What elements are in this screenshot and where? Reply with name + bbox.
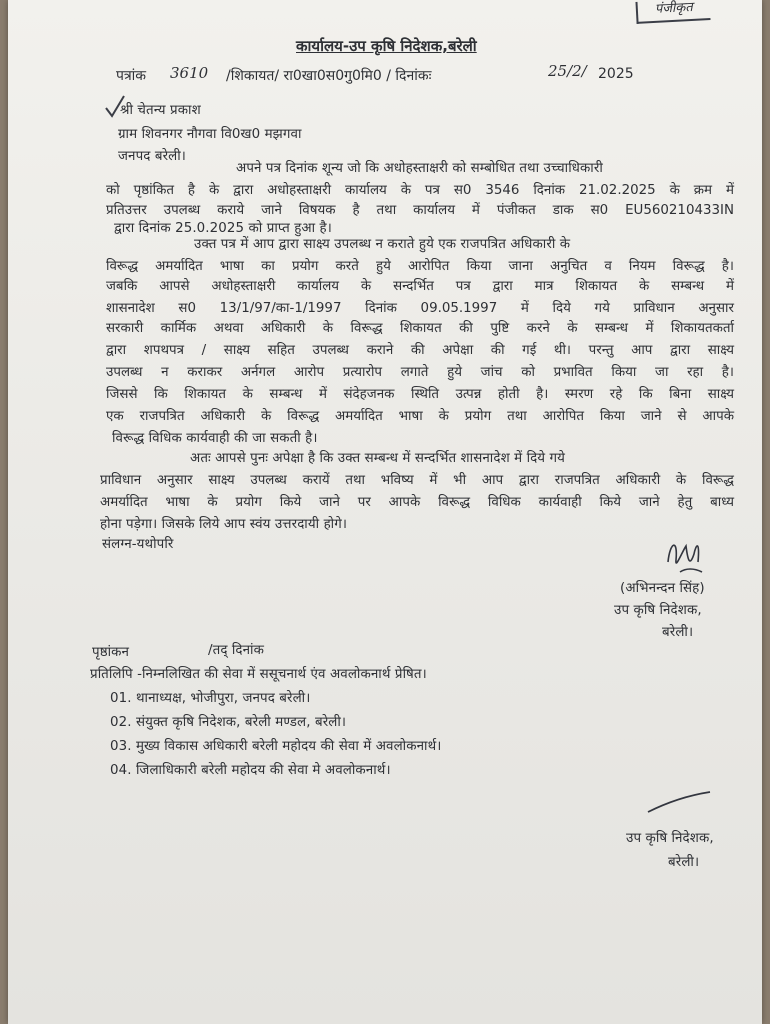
letter-page [8, 0, 762, 1024]
endorsement-label: पृष्ठांकन [92, 645, 130, 660]
para1-line1: अपने पत्र दिनांक शून्य जो कि अधोहस्ताक्षरी को सम्बोधित तथा उच्चाधिकारी [236, 161, 603, 176]
office-title: कार्यालय-उप कृषि निदेशक,बरेली [296, 37, 477, 55]
addressee-district: जनपद बरेली। [118, 149, 186, 164]
signatory-name: (अभिनन्दन सिंह) [620, 581, 705, 596]
signatory2-place: बरेली। [668, 855, 700, 870]
reference-prefix: पत्रांक [116, 68, 147, 84]
para2-line7: उपलब्ध न कराकर अर्नगल आरोप प्रत्यारोप लगाते हुये जांच को प्रभावित किया जा रहा है। [106, 365, 734, 380]
addressee-name: श्री चेतन्य प्रकाश [120, 103, 201, 118]
para2-line2: विरूद्ध अमर्यादित भाषा का प्रयोग करते हुये आरोपित किया जाना अनुचित व नियम विरूद्ध है। [106, 259, 734, 274]
para2-line5: सरकारी कार्मिक अथवा अधिकारी के विरूद्ध शिकायत की पुष्टि करने के सम्बन्ध में शिकायतकर्ता [106, 321, 734, 336]
registered-stamp: पंजीकृत [635, 0, 710, 24]
addressee-village: ग्राम शिवनगर नौगवा वि0ख0 मझगवा [118, 127, 302, 142]
reference-parts: /शिकायत/ रा0खा0स0गु0मि0 / दिनांकः [226, 68, 432, 84]
para3-line4: होना पड़ेगा। जिसके लिये आप स्वंय उत्तरदायी होगे। [100, 517, 348, 532]
enclosure-note: संलग्न-यथोपरि [102, 537, 174, 552]
para2-line8: जिससे कि शिकायत के सम्बन्ध में संदेहजनक स्थिति उत्पन्न होती है। स्मरण रहे कि बिना साक्ष्य [106, 387, 734, 402]
copy-item-2: 02. संयुक्त कृषि निदेशक, बरेली मण्डल, बरेली। [110, 715, 347, 730]
para1-line2: को पृष्ठांकित है के द्वारा अधोहस्ताक्षरी कार्यालय के पत्र स0 3546 दिनांक 21.02.2025 के क्रम में [106, 183, 734, 198]
para2-line10: विरूद्ध विधिक कार्यवाही की जा सकती है। [112, 431, 318, 446]
reference-number: 3610 [170, 64, 209, 82]
initials-stroke [644, 790, 714, 816]
endorsement-date-label: /तद् दिनांक [208, 643, 264, 658]
copy-item-3: 03. मुख्य विकास अधिकारी बरेली महोदय की सेवा में अवलोकनार्थ। [110, 739, 442, 754]
signatory-place: बरेली। [662, 625, 694, 640]
signatory2-designation: उप कृषि निदेशक, [626, 831, 714, 846]
para1-line3: प्रतिउत्तर उपलब्ध कराये जाने विषयक है तथा कार्यालय में पंजीकत डाक स0 EU560210433IN [106, 203, 734, 218]
copy-to-line: प्रतिलिपि -निम्नलिखित की सेवा में ससूचनार्थ एंव अवलोकनार्थ प्रेषित। [90, 667, 427, 682]
para3-line1: अतः आपसे पुनः अपेक्षा है कि उक्त सम्बन्ध में सन्दर्भित शासनादेश में दिये गये [190, 451, 566, 466]
para2-line4: शासनादेश स0 13/1/97/का-1/1997 दिनांक 09.05.1997 में दिये गये प्राविधान अनुसार [106, 301, 734, 316]
handwritten-date: 25/2/ [548, 62, 587, 80]
para2-line3: जबकि आपसे अधोहस्ताक्षरी कार्यालय के सन्दर्भित पत्र द्वारा मात्र शिकायत के सम्बन्ध में [106, 279, 734, 294]
para1-line4: द्वारा दिनांक 25.0.2025 को प्राप्त हुआ है। [114, 221, 332, 236]
para3-line3: अमर्यादित भाषा के प्रयोग किये जाने पर आपके विरूद्ध विधिक कार्यवाही किये जाने हेतु बाध्य [100, 495, 734, 510]
para2-line9: एक राजपत्रित अधिकारी के विरूद्ध अमर्यादित भाषा के प्रयोग तथा आरोपित किया जाने से आपके [106, 409, 734, 424]
para2-line6: द्वारा शपथपत्र / साक्ष्य सहित उपलब्ध कराने की अपेक्षा की गई थी। परन्तु आप द्वारा साक्ष्य [106, 343, 734, 358]
reference-year: 2025 [598, 66, 634, 82]
signatory-designation: उप कृषि निदेशक, [614, 603, 702, 618]
para2-line1: उक्त पत्र में आप द्वारा साक्ष्य उपलब्ध न कराते हुये एक राजपत्रित अधिकारी के [194, 237, 571, 252]
copy-item-4: 04. जिलाधिकारी बरेली महोदय की सेवा मे अवलोकनार्थ। [110, 763, 391, 778]
para3-line2: प्राविधान अनुसार साक्ष्य उपलब्ध करायें तथा भविष्य में भी आप द्वारा राजपत्रित अधिकारी के विरूद्ध [100, 473, 734, 488]
copy-item-1: 01. थानाध्यक्ष, भोजीपुरा, जनपद बरेली। [110, 691, 311, 706]
signature [660, 532, 708, 582]
